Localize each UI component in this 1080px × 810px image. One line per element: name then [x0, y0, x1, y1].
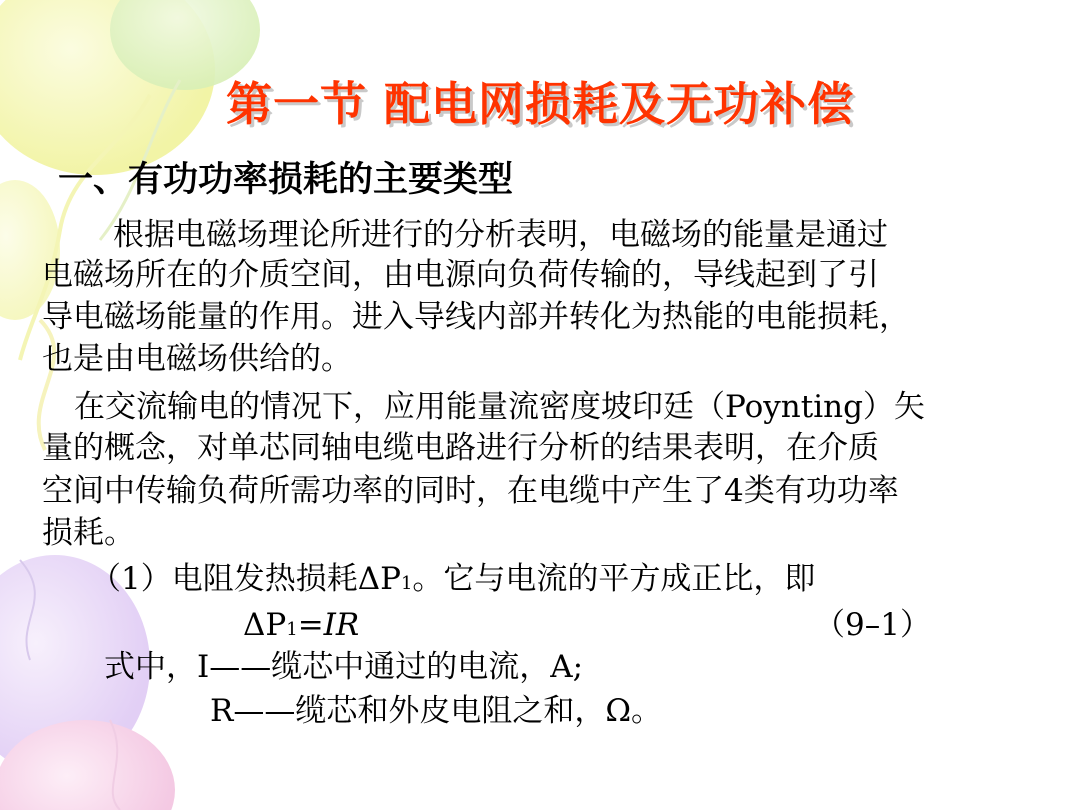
equation-number: （9–1）: [814, 607, 931, 643]
paragraph-2-line-2: 量的概念，对单芯同轴电缆电路进行分析的结果表明，在介质: [42, 430, 879, 466]
paragraph-1-line-3: 导电磁场能量的作用。进入导线内部并转化为热能的电能损耗，: [42, 299, 910, 335]
item-1-prefix: （1）电阻发热损耗ΔP: [90, 561, 401, 597]
equation: [243, 606, 359, 649]
item-1-subscript: 1: [400, 573, 413, 594]
equation-lhs: ΔP: [243, 607, 287, 643]
item-1-line: [90, 560, 815, 603]
section-heading: 一、有功功率损耗的主要类型: [58, 160, 514, 200]
item-1-suffix: 。它与电流的平方成正比，即: [412, 561, 816, 597]
where-line-2: R——缆芯和外皮电阻之和，Ω。: [210, 693, 663, 729]
paragraph-1-line-1: 根据电磁场理论所进行的分析表明，电磁场的能量是通过: [113, 217, 888, 253]
paragraph-1-line-4: 也是由电磁场供给的。: [42, 341, 352, 377]
equation-subscript: 1: [286, 619, 298, 640]
equation-rhs: =IR: [297, 607, 360, 643]
paragraph-2-line-4: 损耗。: [42, 515, 135, 551]
paragraph-1-line-2: 电磁场所在的介质空间，由电源向负荷传输的，导线起到了引: [42, 257, 879, 293]
slide-title: 第一节 配电网损耗及无功补偿: [225, 77, 854, 131]
paragraph-2-line-1: 在交流输电的情况下，应用能量流密度坡印廷（Poynting）矢: [74, 389, 925, 425]
where-line-1: 式中，I——缆芯中通过的电流，A;: [104, 649, 584, 685]
paragraph-2-line-3: 空间中传输负荷所需功率的同时，在电缆中产生了4类有功功率: [42, 473, 899, 509]
